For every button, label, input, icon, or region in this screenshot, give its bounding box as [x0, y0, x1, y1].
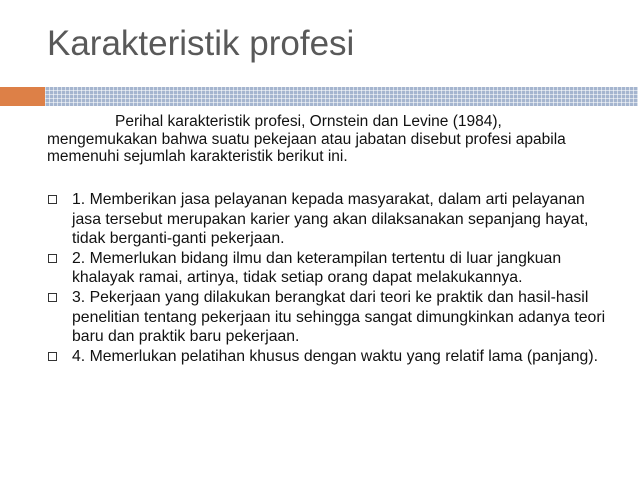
square-bullet-icon — [48, 352, 57, 361]
list-item — [47, 347, 607, 367]
list-item-text: 3. Pekerjaan yang dilakukan berangkat dari teori ke praktik dan hasil-hasil penelitian tentang pekerjaan itu sehingga sangat dimungkinkan adanya teori baru dan praktik baru pekerjaan. — [72, 288, 606, 346]
square-bullet-icon — [48, 254, 57, 263]
slide-title: Karakteristik profesi — [47, 24, 355, 63]
list-item — [47, 249, 607, 288]
list-item — [47, 288, 607, 347]
square-bullet-icon — [48, 195, 57, 204]
square-bullet-icon — [48, 293, 57, 302]
intro-paragraph — [47, 113, 607, 166]
list-item — [47, 190, 607, 249]
title-accent-block — [0, 87, 45, 106]
title-divider-bar — [0, 87, 638, 106]
intro-text: Perihal karakteristik profesi, Ornstein dan Levine (1984), mengemukakan bahwa suatu pekejaan atau jabatan disebut profesi apabila memenuhi sejumlah karakteristik berikut ini. — [47, 113, 566, 165]
list-item-text: 2. Memerlukan bidang ilmu dan keterampilan tertentu di luar jangkuan khalayak ramai, artinya, tidak setiap orang dapat melakukannya. — [72, 249, 562, 287]
characteristics-list — [47, 190, 607, 366]
title-pattern-strip — [45, 87, 638, 106]
list-item-text: 1. Memberikan jasa pelayanan kepada masyarakat, dalam arti pelayanan jasa tersebut merupakan karier yang akan dilaksanakan sepanjang hayat, tidak berganti-ganti pekerjaan. — [72, 191, 589, 248]
list-item-text: 4. Memerlukan pelatihan khusus dengan waktu yang relatif lama (panjang). — [72, 347, 598, 365]
